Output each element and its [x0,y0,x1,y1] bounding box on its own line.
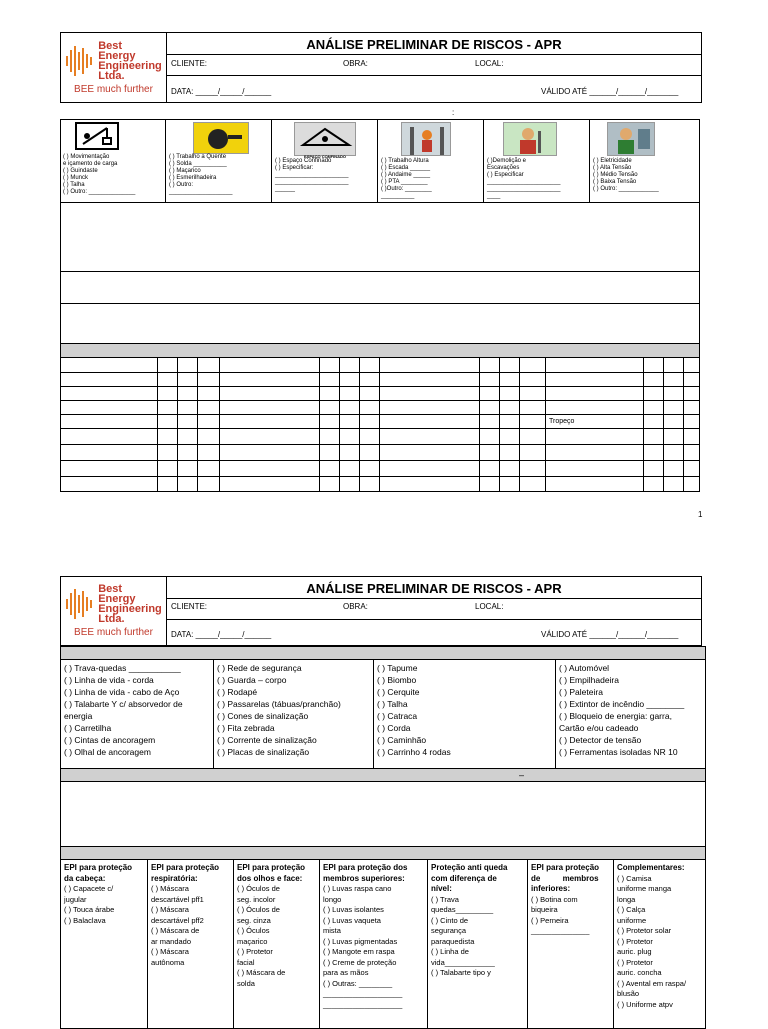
risk-table-header [61,344,699,358]
risk-col-line [339,358,340,492]
section-header-bar [60,768,706,782]
epi-fall-protection-column: Proteção anti queda com diferença de nível: ( ) Trava quedas_________ ( ) Cinto de segurança paraquedista ( ) Linha de vida____________ ( ) Talabarte tipo y [431,863,508,977]
risk-col-line [499,358,500,492]
epi-respiratory-column: EPI para proteção respiratória: ( ) Máscara descartável pff1 ( ) Máscara descartável pff2 ( ) Máscara de ar mandado ( ) Máscara autônoma [151,863,220,967]
welder-icon [193,122,249,154]
risk-col-line [545,358,546,492]
tagline-2: BEE much further [74,627,153,638]
obra-label: OBRA: [343,59,368,68]
activity-types-row [60,119,700,203]
risk-col-line [157,358,158,492]
form-title: ANÁLISE PRELIMINAR DE RISCOS - APR [166,32,702,55]
risk-row-line [61,386,699,387]
risk-col-line [319,358,320,492]
sound-wave-icon [65,44,95,78]
risk-col-line [479,358,480,492]
dash-mark: – [519,770,525,780]
epi-eyes-face-column: EPI para proteção dos olhos e face: ( ) Óculos de seg. incolor ( ) Óculos de seg. cinza ( ) Óculos maçarico ( ) Protetor facial ( ) Máscara de solda [237,863,306,988]
client-label-2: CLIENTE: [171,602,208,611]
colon-mark: : [452,108,455,117]
date-row [166,75,702,103]
activity-1-options: ( ) Movimentação e içamento de carga ( ) Guindaste ( ) Munck ( ) Talha ( ) Outro: ______________ [63,154,136,195]
date-row-2 [166,619,702,646]
sound-wave-icon [65,587,95,621]
local-label: LOCAL: [475,59,504,68]
equipment-checklist [60,659,706,769]
signaling-list: ( ) Rede de segurança ( ) Guarda – corpo ( ) Rodapé ( ) Passarelas (tábuas/pranchão) ( ) Cones de sinalização ( ) Fita zebrada ( ) Corrente de sinalização ( ) Placas de sinalização [217,663,341,757]
client-label: CLIENTE: [171,59,208,68]
date-field-2: DATA: _____/_____/______ [171,630,272,639]
activity-5-options: ( )Demolição e Escavações ( ) Especificar ______________________ ______________________ ____ [487,158,561,199]
risk-row-line [61,460,699,461]
epi-complementary-column: Complementares: ( ) Camisa uniforme manga longa ( ) Calça uniforme ( ) Protetor solar ( ) Protetor auric. plug ( ) Protetor auric. concha ( ) Avental em raspa/ blusão ( ) Uniforme atpv [617,863,687,1009]
risk-row-line [61,476,699,477]
risk-col-line [643,358,644,492]
risk-col-line [219,358,220,492]
notes-box-1[interactable] [60,271,700,304]
risk-col-line [519,358,520,492]
risk-row-line [61,428,699,429]
risk-row-line [61,372,699,373]
barrier-list: ( ) Tapume ( ) Biombo ( ) Cerquite ( ) Talha ( ) Catraca ( ) Corda ( ) Caminhão ( ) Carrinho 4 rodas [377,663,451,757]
activity-2-options: ( ) Trabalho a Quente ( ) Solda __________ ( ) Maçarico ( ) Esmerilhadeira ( ) Outro: ___________________ [169,154,233,195]
page-number: 1 [698,510,703,519]
client-row [166,54,702,76]
work-at-height-icon [401,122,451,156]
equipment-header-bar [60,646,706,660]
epi-head-column: EPI para proteção da cabeça: ( ) Capacete c/ jugular ( ) Touca árabe ( ) Balaclava [64,863,133,925]
form-title-2: ANÁLISE PRELIMINAR DE RISCOS - APR [166,576,702,599]
epi-upper-limbs-column: EPI para proteção dos membros superiores: ( ) Luvas raspa cano longo ( ) Luvas isolantes ( ) Luvas vaqueta mista ( ) Luvas pigmentadas ( ) Mangote em raspa ( ) Creme de proteção para as mãos ( ) Outras: ________ ___________________ ___________________ [323,863,408,1009]
electrician-icon [607,122,655,156]
epi-lower-limbs-column: EPI para proteção de membros inferiores: ( ) Botina com biqueira ( ) Perneira ______________ [531,863,600,935]
obra-label-2: OBRA: [343,602,368,611]
risk-col-line [359,358,360,492]
crane-load-icon [75,122,119,150]
valid-until-field: VÁLIDO ATÉ ______/______/_______ [541,87,679,96]
risk-row-line [61,444,699,445]
date-field: DATA: _____/_____/______ [171,87,272,96]
activity-6-options: ( ) Eletricidade ( ) Alta Tensão ( ) Médio Tensão ( ) Baixa Tensão ( ) Outro: ____________ [593,158,659,192]
cell-tropeco: Tropeço [549,418,575,425]
observation-box[interactable] [60,781,706,847]
vehicle-list: ( ) Automóvel ( ) Empilhadeira ( ) Paleteira ( ) Extintor de incêndio ________ ( ) Bloqueio de energia: garra, Cartão e/ou cadeado ( ) Detector de tensão ( ) Ferramentas isoladas NR 10 [559,663,685,757]
epi-header-bar [60,846,706,860]
risk-col-line [379,358,380,492]
epi-table [60,859,706,1029]
fall-protection-list: ( ) Trava-quedas ___________ ( ) Linha de vida - corda ( ) Linha de vida - cabo de Aço ( ) Talabarte Y c/ absorvedor de energia ( ) Carretilha ( ) Cintas de ancoragem ( ) Olhal de ancoragem [64,663,183,757]
excavation-icon [503,122,557,156]
risk-col-line [683,358,684,492]
tagline: BEE much further [74,83,153,95]
valid-until-field-2: VÁLIDO ATÉ ______/______/_______ [541,630,679,639]
activity-4-options: ( ) Trabalho Altura ( ) Escada ______ ( ) Andaime _____ ( ) PTA ________ ( )Outro: ________ __________ [381,158,432,199]
risk-row-line [61,414,699,415]
risk-col-line [663,358,664,492]
risk-col-line [197,358,198,492]
risk-table [60,343,700,492]
local-label-2: LOCAL: [475,602,504,611]
company-logo-2: Best Energy Engineering Ltda. BEE much further [60,576,167,646]
client-row-2 [166,598,702,620]
confined-space-icon: ESPAÇO CONFINADO [294,122,356,156]
notes-box-2[interactable] [60,303,700,344]
risk-row-line [61,400,699,401]
risk-col-line [177,358,178,492]
description-box[interactable] [60,202,700,272]
activity-3-options: ( ) Espaço Confinado ( ) Especificar: ______________________ ______________________ ______ [275,158,349,192]
company-logo: Best Energy Engineering Ltda. BEE much further [60,32,167,103]
